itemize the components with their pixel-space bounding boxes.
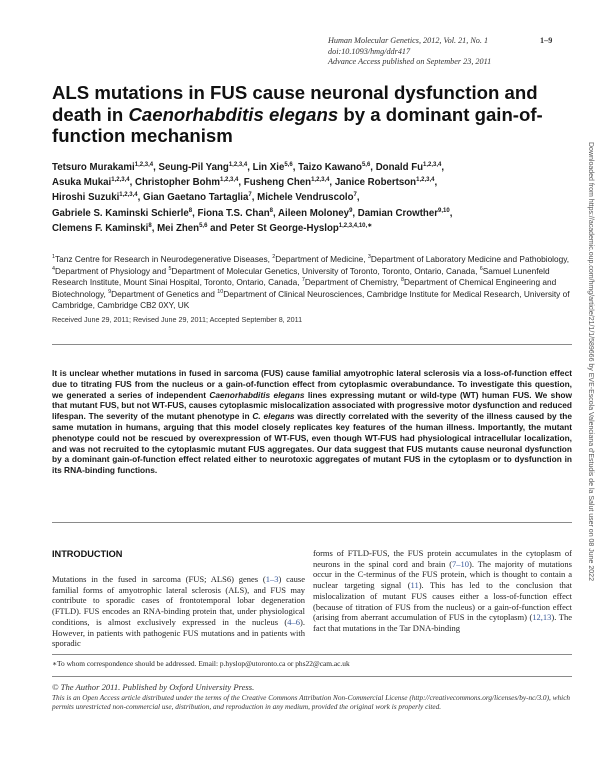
divider (52, 522, 572, 523)
author: Lin Xie$^{5,6}$ (252, 161, 293, 173)
received-dates: Received June 29, 2011; Revised June 29, 2011; Accepted September 8, 2011 (52, 315, 303, 324)
author: Michele Vendruscolo$^7$ (257, 192, 357, 204)
author-list: Tetsuro Murakami$^{1,2,3,4}$, Seung-Pil Yang$^{1,2,3,4}$, Lin Xie$^{5,6}$, Taizo Kawano$^{5,6}$, Donald Fu$^{1,2,3,4}$, Asuka Mukai$^{1,2,3,4}$, Christopher Bohm$^{1,2,3,4}$, Fusheng Chen$^{1,2,3,4}$, Janice Robertson$^{1,2,3,4}$, Hiroshi Suzuki$^{1,2,3,4}$, Gian Gaetano Tartaglia$^7$, Michele Vendruscolo$^7$, Gabriele S. Kaminski Schierle$^8$, Fiona T.S. Chan$^8$, Aileen Moloney$^9$, Damian Crowther$^{9,10}$, Clemens F. Kaminski$^8$, Mei Zhen$^{5,6}$ and Peter St George-Hyslop$^{1,2,3,4,10,∗}$ (52, 161, 453, 234)
author: Fusheng Chen$^{1,2,3,4}$ (243, 176, 330, 189)
author: Hiroshi Suzuki$^{1,2,3,4}$ (52, 192, 138, 204)
download-note: Downloaded from https://academic.oup.com/hmg/article/21/1/1/589666 by EVE-Escola Valenciana d'Estudis de la Salut user on 08 June 2022 (587, 142, 594, 581)
citation-link[interactable]: 1–3 (265, 574, 279, 584)
author: Clemens F. Kaminski$^8$ (52, 222, 152, 234)
divider (52, 654, 572, 655)
advance-access: Advance Access published on September 23, 2011 (328, 57, 492, 67)
abstract: It is unclear whether mutations in fused in sarcoma (FUS) cause familial amyotrophic lateral sclerosis via a loss-of-function effect due to titrating FUS from the nucleus or a gain-of-function effect from cytoplasmic overabundance. To investigate this question, we generated a series of independent Caenorhabditis elegans lines expressing mutant or wild-type (WT) human FUS. We show that mutant FUS, but not WT-FUS, causes cytoplasmic mislocalization associated with progressive motor dysfunction and reduced lifespan. The severity of the mutant phenotype in C. elegans was directly correlated with the severity of the illness caused by the same mutation in humans, arguing that this model closely replicates key features of the human illness. Importantly, the mutant phenotype could not be rescued by overexpression of WT-FUS, even though WT-FUS had physiological intracellular localization, and was not recruited to the cytoplasmic mutant FUS aggregates. Our data suggest that FUS mutants cause neuronal dysfunction by a dominant gain-of-function effect related either to neurotoxic aggregates of mutant FUS in the cytoplasm or to dysfunction in its RNA-binding functions. (52, 368, 572, 476)
author: Taizo Kawano$^{5,6}$ (298, 161, 371, 173)
author: Peter St George-Hyslop$^{1,2,3,4,10,∗}$ (230, 222, 373, 234)
citation-link[interactable]: 7–10 (452, 558, 470, 569)
author: Damian Crowther$^{9,10}$ (357, 207, 450, 219)
author: Gabriele S. Kaminski Schierle$^8$ (52, 207, 193, 219)
download-watermark (584, 142, 596, 657)
title-species: Caenorhabditis elegans (128, 103, 339, 125)
title-part-1: ALS mutations in FUS cause neuronal dysfunction and death in (52, 82, 538, 125)
citation-link[interactable]: 4–6 (287, 616, 301, 627)
copyright-line: © The Author 2011. Published by Oxford University Press. (52, 682, 255, 692)
author: Mei Zhen$^{5,6}$ (157, 222, 208, 234)
affiliations: $^1$Tanz Centre for Research in Neurodegenerative Diseases, $^2$Department of Medicine, $^3$Department of Laboratory Medicine and Pathobiology, $^4$Department of Physiology and $^5$Department of Molecular Genetics, University of Toronto, Toronto, Ontario, Canada, $^6$Samuel Lunenfeld Research Institute, Mount Sinai Hospital, Toronto, Ontario, Canada, $^7$Department of Chemistry, $^8$Department of Chemical Engineering and Biotechnology, $^9$Department of Genetics and $^{10}$Department of Clinical Neurosciences, Cambridge Institute for Medical Research, University of Cambridge, Cambridge CB2 0XY, UK (52, 254, 570, 311)
author: Fiona T.S. Chan$^8$ (197, 207, 273, 219)
citation-link[interactable]: 11 (410, 580, 419, 591)
body-column-left: Mutations in the fused in sarcoma (FUS; ALS6) genes (1–3) cause familial forms of amyotrophic lateral sclerosis (ALS), and FUS may contribute to sporadic cases of frontotemporal lobar degeneration (FTLD). FUS encodes an RNA-binding protein that, under physiological conditions, is almost exclusively expressed in the nucleus (4–6). However, in patients with pathogenic FUS mutations and in patients with sporadic (52, 574, 305, 649)
divider (52, 344, 572, 345)
author: Donald Fu$^{1,2,3,4}$ (375, 161, 442, 173)
copyright-notice (52, 683, 574, 712)
citation-link[interactable]: 12,13 (532, 612, 552, 623)
divider (52, 676, 572, 677)
journal-citation: Human Molecular Genetics, 2012, Vol. 21, No. 1 (328, 36, 489, 45)
article-title (52, 82, 572, 147)
author: Janice Robertson$^{1,2,3,4}$ (334, 176, 435, 189)
doi[interactable]: doi:10.1093/hmg/ddr417 (328, 46, 411, 56)
author: Christopher Bohm$^{1,2,3,4}$ (134, 176, 239, 189)
body-column-right: forms of FTLD-FUS, the FUS protein accumulates in the cytoplasm of neurons in the spinal cord and brain (7–10). The majority of mutations occur in the C-terminus of the FUS protein, which is thought to contain a nuclear targeting signal (11). This has led to the conclusion that mislocalization of mutant FUS causes either a loss-of-function effect (because of titration of FUS from the nucleus) or a gain-of-function effect (arising from aberrant accumulation of FUS in the cytoplasm) (12,13). The fact that mutations in the Tar DNA-binding (313, 548, 572, 633)
page-range: 1–9 (540, 36, 553, 45)
section-heading-introduction: INTRODUCTION (52, 549, 123, 559)
author: Seung-Pil Yang$^{1,2,3,4}$ (158, 161, 248, 173)
journal-header (328, 36, 590, 68)
author: Aileen Moloney$^9$ (278, 207, 353, 219)
author: Gian Gaetano Tartaglia$^7$ (143, 192, 252, 204)
title-part-2: by a dominant gain-of-function mechanism (52, 103, 543, 146)
correspondence-footnote: ∗To whom correspondence should be addressed. Email: p.hyslop@utoronto.ca or phs22@cam.ac.uk (52, 659, 350, 668)
author: Asuka Mukai$^{1,2,3,4}$ (52, 176, 130, 189)
author: Tetsuro Murakami$^{1,2,3,4}$ (52, 161, 154, 173)
license-text: This is an Open Access article distributed under the terms of the Creative Commons Attribution Non-Commercial License (http://creativecommons.org/licenses/by-nc/3.0), which permits unrestricted non-commercial use, distribution, and reproduction in any medium, provided the original work is properly cited. (52, 692, 571, 712)
